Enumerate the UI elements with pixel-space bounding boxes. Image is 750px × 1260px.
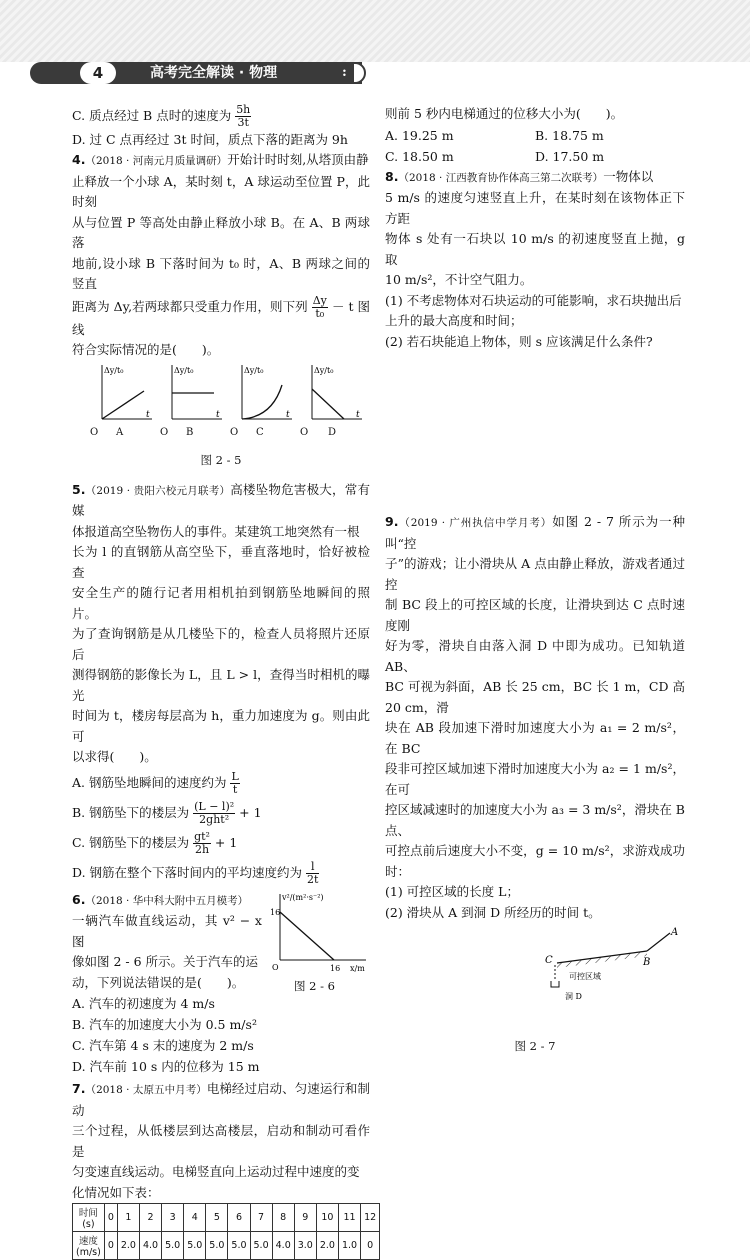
figure-2-7-diagram xyxy=(385,927,685,1023)
graph-b xyxy=(164,361,224,423)
header-dots: : xyxy=(342,65,347,80)
left-column xyxy=(72,103,377,1260)
svg-text:洞 D: 洞 D xyxy=(565,992,582,1001)
q7-option-a: A. 19.25 m xyxy=(385,127,454,143)
q6-option-b: B. 汽车的加速度大小为 0.5 m/s² xyxy=(72,1017,257,1032)
graph-origin-d: O xyxy=(300,426,309,438)
q5-option-a: A. 钢筋坠地瞬间的速度约为 $\frac{L}{t}$ xyxy=(72,769,239,796)
right-column xyxy=(385,104,685,1065)
graph-label-c: C xyxy=(256,426,264,438)
svg-text:C: C xyxy=(545,955,553,966)
q6-option-d: D. 汽车前 10 s 内的位移为 15 m xyxy=(72,1059,260,1074)
q3-option-d: D. 过 C 点再经过 3t 时间，质点下落的距离为 9h xyxy=(72,132,348,147)
svg-text:16: 16 xyxy=(330,963,341,973)
figure-2-6-caption: 图 2 - 6 xyxy=(294,978,335,993)
svg-text:t: t xyxy=(356,409,360,420)
question-4: 4.（2018 · 河南元月质量调研）开始计时时刻,从塔顶由静 止释放一个小球 A，某时刻 t，A 球运动至位置 P，此时刻 从与位置 P 等高处由静止释放小球 B。在 A、B 两球落 地前,设小球 B 下落时间为 t₀ 时，A、B 两球之间的竖直 距离为 Δy,若两球都只受重力作用，则下列 $\frac{\Delta y}{\text{t₀}}$ － t 图线 符合实际情况的是( )。 Δy/t₀ t Δy/t₀ t Δy/t₀ t Δy/t₀ t O A O B O C O D 图 2 - 5 xyxy=(72,152,370,467)
graph-origin-c: O xyxy=(230,426,239,438)
figure-2-5-caption: 图 2 - 5 xyxy=(200,453,242,467)
svg-text:t: t xyxy=(286,409,290,420)
svg-text:O: O xyxy=(272,962,279,972)
page-title: 高考完全解读 · 物理 xyxy=(150,65,278,81)
q7-option-c: C. 18.50 m xyxy=(385,148,454,164)
svg-text:Δy/t₀: Δy/t₀ xyxy=(244,365,264,375)
q5-option-d: D. 钢筋在整个下落时间内的平均速度约为 $\frac{l}{2t}$ xyxy=(72,859,319,886)
figure-2-5-graphs xyxy=(72,361,370,441)
svg-text:v²/(m²·s⁻²): v²/(m²·s⁻²) xyxy=(282,892,324,902)
q5-option-c: C. 钢筋坠下的楼层为 $\frac{\text{gt²}}{2h}$ + 1 xyxy=(72,829,238,856)
header-pattern-band xyxy=(0,0,750,62)
svg-text:t: t xyxy=(146,409,150,420)
question-9: 9.（2019 · 广州执信中学月考）如图 2 - 7 所示为一种叫“控 子”的游戏；让小滑块从 A 点由静止释放，游戏者通过控 制 BC 段上的可控区域的长度，让滑块到达 C 点时速度刚 好为零，滑块自由落入洞 D 中即为成功。已知轨道 AB、 BC 可视为斜面，AB 长 25 cm，BC 长 1 m，CD 高 20 cm，滑 块在 AB 段加速下滑时加速度大小为 a₁ = 2 m/s²，在 BC 段非可控区域加速下滑时加速度大小为 a₂ = 1 m/s²，在可 控区域减速时的加速度大小为 a₃ = 3 m/s²，滑块在 B 点、 可控点前后速度大小不变，g = 10 m/s²，求游戏成功时： (1) 可控区域的长度 L； (2) 滑块从 A 到洞 D 所经历的时间 t。 A B C 可控区域 洞 D 图 2 - 7 xyxy=(385,514,685,1053)
svg-text:16: 16 xyxy=(270,907,281,917)
q7-options xyxy=(385,125,685,167)
q3-option-c: C. 质点经过 B 点时的速度为 $\frac{5h}{3t}$ xyxy=(72,103,251,129)
q6-option-a: A. 汽车的初速度为 4 m/s xyxy=(72,996,215,1011)
graph-origin-b: O xyxy=(160,426,169,438)
question-5: 5.（2019 · 贵阳六校元月联考）高楼坠物危害极大，常有媒 体报道高空坠物伤人的事件。某建筑工地突然有一根 长为 l 的直钢筋从高空坠下，垂直落地时，恰好被检查 安全生产的随行记者用相机拍到钢筋坠地瞬间的照片。 为了查询钢筋是从几楼坠下的，检查人员将照片还原后 测得钢筋的影像长为 L，且 L > l，查得当时相机的曝光 时间为 t，楼房每层高为 h，重力加速度为 g。则由此可 以求得( )。 A. 钢筋坠地瞬间的速度约为 $\frac{L}{t}$ B. 钢筋坠下的楼层为 $\frac{\text{(L − l)²}}{\text{2ght²}}$ + 1 C. 钢筋坠下的楼层为 $\frac{\text{gt²}}{2h}$ + 1 D. 钢筋在整个下落时间内的平均速度约为 $\frac{l}{2t}$ xyxy=(72,481,370,886)
q7-option-d: D. 17.50 m xyxy=(535,148,605,164)
svg-text:可控区域: 可控区域 xyxy=(569,972,601,981)
q6-option-c: C. 汽车第 4 s 末的速度为 2 m/s xyxy=(72,1038,254,1053)
svg-text:Δy/t₀: Δy/t₀ xyxy=(104,365,124,375)
graph-label-a: A xyxy=(116,426,124,438)
graph-label-d: D xyxy=(328,426,337,438)
q7-continuation: 则前 5 秒内电梯通过的位移大小为( )。 xyxy=(385,106,624,121)
svg-text:x/m: x/m xyxy=(350,963,365,973)
graph-label-b: B xyxy=(186,426,194,438)
graph-origin-a: O xyxy=(90,426,99,438)
graph-a xyxy=(94,361,154,423)
question-7: 7.（2018 · 太原五中月考）电梯经过启动、匀速运行和制动 三个过程，从低楼层到达高楼层，启动和制动可看作是 匀变速直线运动。电梯竖直向上运动过程中速度的变 化情况如下表： 时间(s) 0 1 2 3 4 5 6 7 8 9 10 11 12 速度(m/s) 0 2.0 4.0 5.0 5.0 5.0 5.0 5.0 4.0 3.0 2.0 1.0 0 xyxy=(72,1079,370,1260)
table-row-time: 时间(s) 0 1 2 3 4 5 6 7 8 9 10 11 12 xyxy=(73,1204,380,1232)
svg-text:Δy/t₀: Δy/t₀ xyxy=(174,365,194,375)
table-row-speed: 速度(m/s) 0 2.0 4.0 5.0 5.0 5.0 5.0 5.0 4.0 3.0 2.0 1.0 0 xyxy=(73,1232,380,1260)
graph-c xyxy=(234,361,294,423)
svg-text:Δy/t₀: Δy/t₀ xyxy=(314,365,334,375)
figure-2-7-caption: 图 2 - 7 xyxy=(514,1038,556,1053)
header-end-cap xyxy=(352,62,366,84)
svg-text:B: B xyxy=(643,957,651,968)
page-number: 4 xyxy=(80,62,116,84)
elevator-speed-table xyxy=(72,1203,380,1260)
question-6: 6.（2018 · 华中科大附中五月模考） 一辆汽车做直线运动，其 v² − x 图 像如图 2 - 6 所示。关于汽车的运 动，下列说法错误的是( )。 A. 汽车的初速度为 4 m/s B. 汽车的加速度大小为 0.5 m/s² C. 汽车第 4 s 末的速度为 2 m/s D. 汽车前 10 s 内的位移为 15 m v²/(m²·s⁻²) 16 16 x/m O 图 2 - 6 xyxy=(72,890,370,1078)
svg-text:t: t xyxy=(216,409,220,420)
q7-option-b: B. 18.75 m xyxy=(535,127,604,143)
svg-text:A: A xyxy=(671,927,679,938)
question-8: 8.（2018 · 江西教育协作体高三第二次联考）一物体以 5 m/s 的速度匀速竖直上升，在某时刻在该物体正下方距 物体 s 处有一石块以 10 m/s 的初速度竖直上抛，g 取 10 m/s²，不计空气阻力。 (1) 不考虑物体对石块运动的可能影响，求石块抛出后 上升的最大高度和时间； (2) 若石块能追上物体，则 s 应该满足什么条件? xyxy=(385,168,685,349)
figure-2-6-graph xyxy=(270,890,370,974)
q5-option-b: B. 钢筋坠下的楼层为 $\frac{\text{(L − l)²}}{\text{2ght²}}$ + 1 xyxy=(72,799,262,826)
graph-d xyxy=(304,361,364,423)
